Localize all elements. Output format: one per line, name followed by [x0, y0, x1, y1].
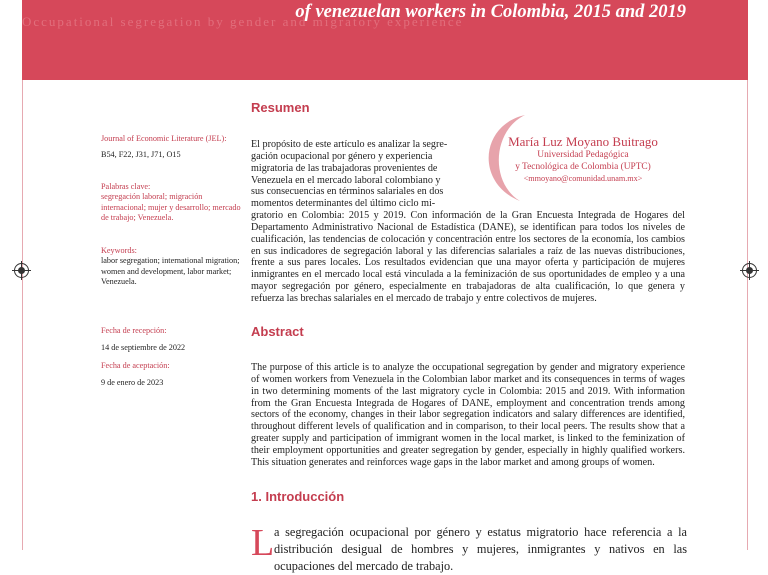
header-ghost-text: Occupational segregation by gender and migratory experience: [22, 14, 464, 29]
resumen-line: sus consecuencias en términos salariales en dos: [251, 186, 444, 198]
intro-body: a segregación ocupacional por género y estatus migratorio hace referencia a la distribución desigual de hombres y mujeres, inmigrantes y nativos en las ocupaciones del mercado de trabajo.: [274, 525, 687, 573]
aceptacion-label: Fecha de aceptación:: [101, 360, 170, 370]
keywords-block: [101, 246, 241, 288]
header-banner: [22, 0, 748, 80]
jel-codes: B54, F22, J31, J71, O15: [101, 150, 181, 160]
resumen-line: Venezuela en el mercado laboral colombiano y: [251, 174, 441, 186]
resumen-line: momentos determinantes del último ciclo mi-: [251, 198, 436, 210]
author-institution-line2: y Tecnológica de Colombia (UPTC): [515, 161, 651, 172]
article-title-fragment: of venezuelan workers in Colombia, 2015 and 2019: [295, 2, 686, 22]
keywords-label: Keywords:: [101, 246, 137, 255]
resumen-line: El propósito de este artículo es analizar la segre-: [251, 139, 448, 150]
registration-mark-icon: [14, 263, 29, 278]
abstract-body: The purpose of this article is to analyze the occupational segregation by gender and migratory experience of women workers from Venezuela in the Colombian labor market and its consequences in terms of wages in two determining moments of the last migratory cycle in Colombia: 2015 and 2019. With information from the Gran Encuesta Integrada de Hogares of DANE, employment and concentration trends among sectors of the economy, changes in their labor segregation indicators and salary differences are identified, throughout different levels of qualification and in comparison, to their local peers. The results show that a greater supply and participation of immigrant women in the local market, is linked to the feminization of their employment opportunities and greater segregation by gender, especially in highly qualified workers. This situation generates and reinforces wage gaps in the labor market and among groups of women.: [251, 362, 685, 468]
author-email[interactable]: <mmoyano@comunidad.unam.mx>: [523, 174, 643, 183]
recepcion-date: 14 de septiembre de 2022: [101, 343, 186, 353]
author-name: María Luz Moyano Buitrago: [508, 134, 658, 149]
recepcion-label: Fecha de recepción:: [101, 326, 167, 335]
abstract-heading: Abstract: [251, 324, 304, 339]
resumen-line: migratoria de las trabajadoras provenientes de: [251, 162, 438, 174]
jel-block: [101, 134, 241, 161]
resumen-line: gación ocupacional por género y experiencia: [251, 150, 433, 162]
author-institution-line1: Universidad Pedagógica: [537, 150, 629, 160]
resumen-intro-lines: [251, 139, 461, 210]
right-page-rule: [747, 80, 748, 550]
left-page-rule: [22, 80, 23, 550]
author-block: [490, 134, 676, 184]
registration-mark-icon: [742, 263, 757, 278]
aceptacion-date: 9 de enero de 2023: [101, 378, 164, 388]
resumen-heading: Resumen: [251, 100, 310, 115]
intro-heading: 1. Introducción: [251, 489, 345, 504]
dates-block: [101, 326, 241, 389]
keywords-text: labor segregation; international migration; women and development, labor market; Venezuela.: [101, 256, 240, 287]
palabras-clave-block: [101, 182, 241, 224]
palabras-clave-text: segregación laboral; migración internacional; mujer y desarrollo; mercado de trabajo; Venezuela.: [101, 192, 241, 223]
palabras-clave-label: Palabras clave:: [101, 182, 151, 191]
resumen-body: gratorio en Colombia: 2015 y 2019. Con información de la Gran Encuesta Integrada de Hogares del Departamento Administrativo Nacional de Estadística (DANE), se identifican para todos los niveles de cualificación, las tendencias de colocación y concentración entre los sectores de la economía, los cambios en sus indicadores de segregación laboral y las diferencias salariales a raíz de las nuevas distribuciones, frente a sus pares locales. Los resultados evidencian que una mayor oferta y participación de mujeres inmigrantes en el mercado local está vinculada a la feminización de sus oportunidades de empleo y a una mayor segregación por género, especialmente en trabajadoras de alta cualificación, lo que genera y refuerza las brechas salariales en el mercado de trabajo y entre colectivos de mujeres.: [251, 210, 685, 304]
intro-dropcap: L: [251, 522, 275, 564]
jel-label: Journal of Economic Literature (JEL):: [101, 134, 227, 143]
